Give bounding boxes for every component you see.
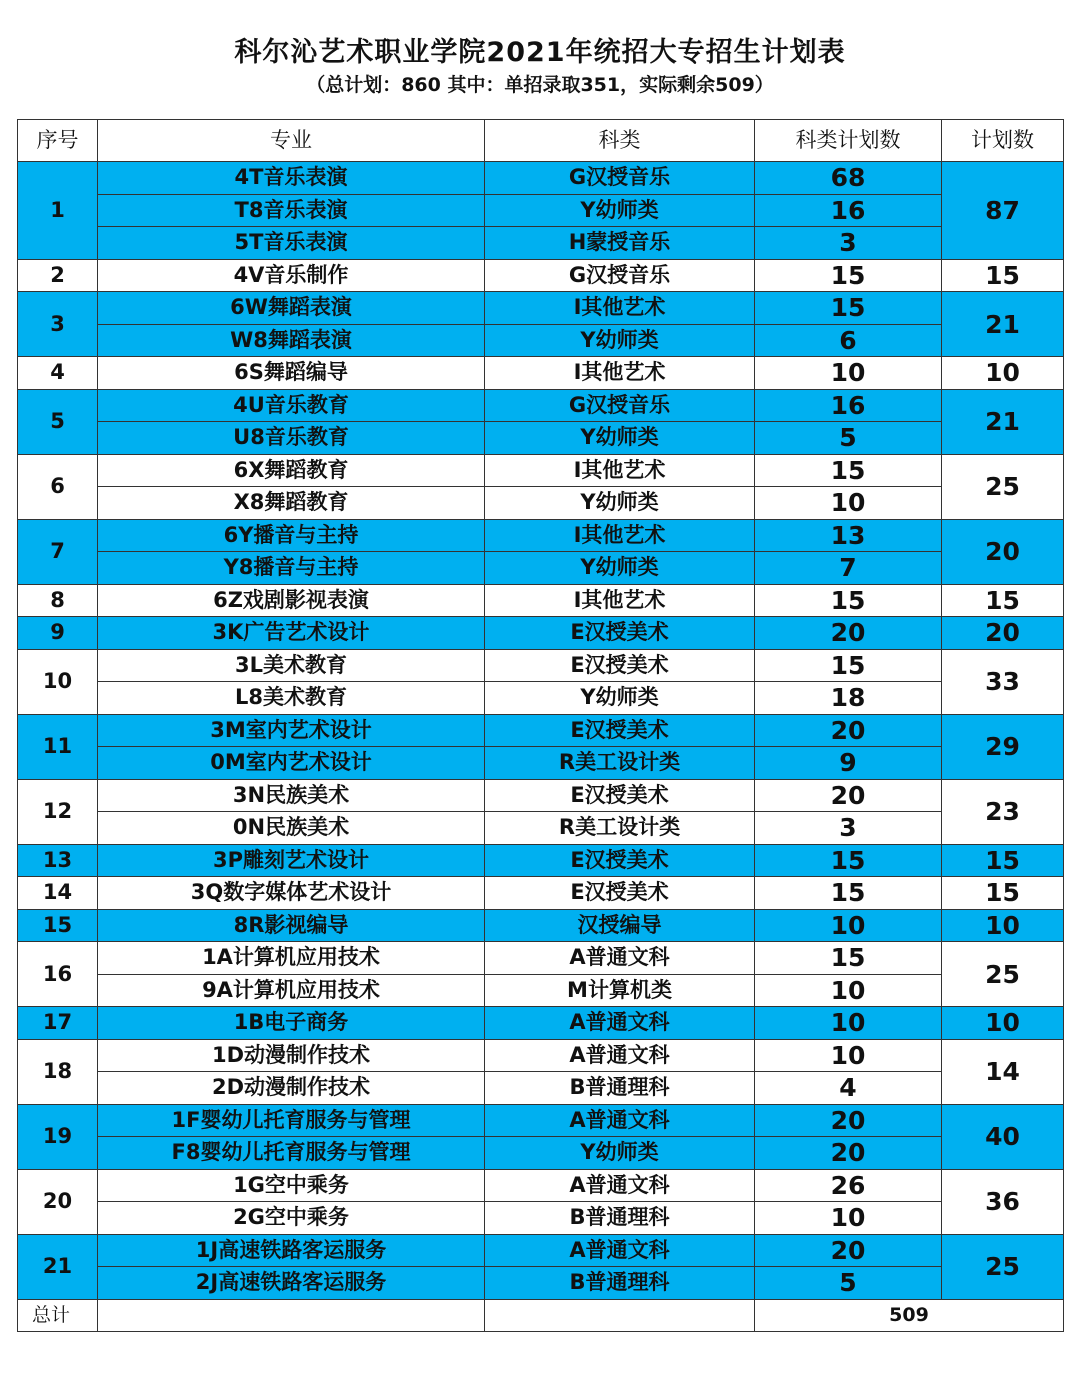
table-row bbox=[18, 714, 1064, 747]
category-cell: G汉授音乐 bbox=[485, 389, 755, 422]
seq-cell: 18 bbox=[18, 1039, 98, 1104]
category-cell: E汉授美术 bbox=[485, 714, 755, 747]
seq-cell: 12 bbox=[18, 779, 98, 844]
plan-count-cell: 14 bbox=[942, 1039, 1064, 1104]
plan-count-cell: 40 bbox=[942, 1104, 1064, 1169]
category-cell: R美工设计类 bbox=[485, 812, 755, 845]
category-count-cell: 15 bbox=[755, 649, 942, 682]
seq-cell: 8 bbox=[18, 584, 98, 617]
category-count-cell: 15 bbox=[755, 844, 942, 877]
page-subtitle: （总计划：860 其中：单招录取351，实际剩余509） bbox=[306, 74, 774, 96]
category-cell: G汉授音乐 bbox=[485, 162, 755, 195]
seq-cell: 10 bbox=[18, 649, 98, 714]
category-count-cell: 15 bbox=[755, 877, 942, 910]
major-cell: 6S舞蹈编导 bbox=[98, 357, 485, 390]
table-row bbox=[18, 227, 1064, 260]
table-row bbox=[18, 1267, 1064, 1300]
category-cell: I其他艺术 bbox=[485, 519, 755, 552]
header-plan-count: 计划数 bbox=[942, 120, 1064, 162]
category-cell: M计算机类 bbox=[485, 974, 755, 1007]
category-count-cell: 5 bbox=[755, 422, 942, 455]
major-cell: 6Y播音与主持 bbox=[98, 519, 485, 552]
category-count-cell: 10 bbox=[755, 1202, 942, 1235]
major-cell: 1F婴幼儿托育服务与管理 bbox=[98, 1104, 485, 1137]
table-row bbox=[18, 877, 1064, 910]
major-cell: 1B电子商务 bbox=[98, 1007, 485, 1040]
seq-cell: 6 bbox=[18, 454, 98, 519]
table-row bbox=[18, 1234, 1064, 1267]
category-count-cell: 68 bbox=[755, 162, 942, 195]
category-count-cell: 5 bbox=[755, 1267, 942, 1300]
category-count-cell: 20 bbox=[755, 1234, 942, 1267]
table-row bbox=[18, 649, 1064, 682]
table-row bbox=[18, 259, 1064, 292]
seq-cell: 15 bbox=[18, 909, 98, 942]
category-cell: Y幼师类 bbox=[485, 194, 755, 227]
category-cell: I其他艺术 bbox=[485, 584, 755, 617]
table-row bbox=[18, 324, 1064, 357]
plan-count-cell: 25 bbox=[942, 1234, 1064, 1299]
header-category: 科类 bbox=[485, 120, 755, 162]
total-row bbox=[18, 1299, 1064, 1331]
category-cell: A普通文科 bbox=[485, 1104, 755, 1137]
category-count-cell: 20 bbox=[755, 714, 942, 747]
header-major: 专业 bbox=[98, 120, 485, 162]
category-count-cell: 9 bbox=[755, 747, 942, 780]
seq-cell: 17 bbox=[18, 1007, 98, 1040]
total-label: 总计 bbox=[18, 1299, 98, 1331]
major-cell: 3L美术教育 bbox=[98, 649, 485, 682]
plan-count-cell: 21 bbox=[942, 389, 1064, 454]
major-cell: 8R影视编导 bbox=[98, 909, 485, 942]
major-cell: 1J高速铁路客运服务 bbox=[98, 1234, 485, 1267]
major-cell: 1D动漫制作技术 bbox=[98, 1039, 485, 1072]
major-cell: Y8播音与主持 bbox=[98, 552, 485, 585]
major-cell: 1A计算机应用技术 bbox=[98, 942, 485, 975]
table-row bbox=[18, 162, 1064, 195]
major-cell: 4T音乐表演 bbox=[98, 162, 485, 195]
category-cell: Y幼师类 bbox=[485, 1137, 755, 1170]
major-cell: 2G空中乘务 bbox=[98, 1202, 485, 1235]
category-cell: I其他艺术 bbox=[485, 292, 755, 325]
table-row bbox=[18, 1072, 1064, 1105]
table-row bbox=[18, 1137, 1064, 1170]
seq-cell: 1 bbox=[18, 162, 98, 260]
plan-count-cell: 15 bbox=[942, 584, 1064, 617]
category-count-cell: 15 bbox=[755, 454, 942, 487]
category-count-cell: 7 bbox=[755, 552, 942, 585]
header-seq: 序号 bbox=[18, 120, 98, 162]
major-cell: 3M室内艺术设计 bbox=[98, 714, 485, 747]
major-cell: 9A计算机应用技术 bbox=[98, 974, 485, 1007]
header-category-count: 科类计划数 bbox=[755, 120, 942, 162]
seq-cell: 20 bbox=[18, 1169, 98, 1234]
table-row bbox=[18, 682, 1064, 715]
table-row bbox=[18, 942, 1064, 975]
category-cell: Y幼师类 bbox=[485, 422, 755, 455]
category-count-cell: 10 bbox=[755, 909, 942, 942]
plan-count-cell: 25 bbox=[942, 454, 1064, 519]
seq-cell: 7 bbox=[18, 519, 98, 584]
category-cell: I其他艺术 bbox=[485, 454, 755, 487]
major-cell: 6W舞蹈表演 bbox=[98, 292, 485, 325]
major-cell: X8舞蹈教育 bbox=[98, 487, 485, 520]
major-cell: 3N民族美术 bbox=[98, 779, 485, 812]
plan-count-cell: 10 bbox=[942, 357, 1064, 390]
table-row bbox=[18, 812, 1064, 845]
category-cell: Y幼师类 bbox=[485, 682, 755, 715]
category-count-cell: 10 bbox=[755, 487, 942, 520]
table-row bbox=[18, 974, 1064, 1007]
category-cell: E汉授美术 bbox=[485, 844, 755, 877]
category-count-cell: 10 bbox=[755, 357, 942, 390]
plan-count-cell: 33 bbox=[942, 649, 1064, 714]
major-cell: U8音乐教育 bbox=[98, 422, 485, 455]
seq-cell: 13 bbox=[18, 844, 98, 877]
enrollment-plan-table bbox=[17, 119, 1064, 1332]
category-cell: E汉授美术 bbox=[485, 617, 755, 650]
category-count-cell: 15 bbox=[755, 584, 942, 617]
plan-count-cell: 36 bbox=[942, 1169, 1064, 1234]
category-count-cell: 13 bbox=[755, 519, 942, 552]
major-cell: 4U音乐教育 bbox=[98, 389, 485, 422]
category-cell: H蒙授音乐 bbox=[485, 227, 755, 260]
category-count-cell: 20 bbox=[755, 1137, 942, 1170]
table-row bbox=[18, 1104, 1064, 1137]
table-row bbox=[18, 454, 1064, 487]
category-count-cell: 15 bbox=[755, 259, 942, 292]
seq-cell: 21 bbox=[18, 1234, 98, 1299]
major-cell: 3Q数字媒体艺术设计 bbox=[98, 877, 485, 910]
table-body bbox=[18, 162, 1064, 1300]
category-count-cell: 20 bbox=[755, 779, 942, 812]
total-empty-category bbox=[485, 1299, 755, 1331]
category-count-cell: 20 bbox=[755, 1104, 942, 1137]
category-cell: E汉授美术 bbox=[485, 779, 755, 812]
major-cell: 3K广告艺术设计 bbox=[98, 617, 485, 650]
category-cell: Y幼师类 bbox=[485, 552, 755, 585]
table-row bbox=[18, 487, 1064, 520]
category-count-cell: 10 bbox=[755, 974, 942, 1007]
major-cell: 2J高速铁路客运服务 bbox=[98, 1267, 485, 1300]
table-row bbox=[18, 1202, 1064, 1235]
table-row bbox=[18, 1169, 1064, 1202]
category-count-cell: 3 bbox=[755, 812, 942, 845]
table-row bbox=[18, 747, 1064, 780]
table-row bbox=[18, 584, 1064, 617]
total-empty-major bbox=[98, 1299, 485, 1331]
plan-count-cell: 29 bbox=[942, 714, 1064, 779]
category-cell: E汉授美术 bbox=[485, 649, 755, 682]
plan-count-cell: 15 bbox=[942, 259, 1064, 292]
category-count-cell: 6 bbox=[755, 324, 942, 357]
seq-cell: 3 bbox=[18, 292, 98, 357]
table-header-row bbox=[18, 120, 1064, 162]
plan-count-cell: 15 bbox=[942, 844, 1064, 877]
table-row bbox=[18, 1039, 1064, 1072]
category-cell: B普通理科 bbox=[485, 1072, 755, 1105]
table-row bbox=[18, 357, 1064, 390]
category-cell: 汉授编导 bbox=[485, 909, 755, 942]
category-cell: A普通文科 bbox=[485, 1007, 755, 1040]
table-row bbox=[18, 552, 1064, 585]
major-cell: 3P雕刻艺术设计 bbox=[98, 844, 485, 877]
major-cell: 1G空中乘务 bbox=[98, 1169, 485, 1202]
seq-cell: 2 bbox=[18, 259, 98, 292]
seq-cell: 4 bbox=[18, 357, 98, 390]
major-cell: 6X舞蹈教育 bbox=[98, 454, 485, 487]
major-cell: L8美术教育 bbox=[98, 682, 485, 715]
category-cell: Y幼师类 bbox=[485, 324, 755, 357]
category-cell: A普通文科 bbox=[485, 1234, 755, 1267]
table-row bbox=[18, 194, 1064, 227]
seq-cell: 11 bbox=[18, 714, 98, 779]
category-count-cell: 10 bbox=[755, 1039, 942, 1072]
seq-cell: 9 bbox=[18, 617, 98, 650]
category-count-cell: 16 bbox=[755, 194, 942, 227]
category-cell: Y幼师类 bbox=[485, 487, 755, 520]
table-row bbox=[18, 844, 1064, 877]
category-cell: A普通文科 bbox=[485, 1039, 755, 1072]
major-cell: 4V音乐制作 bbox=[98, 259, 485, 292]
category-cell: R美工设计类 bbox=[485, 747, 755, 780]
category-cell: E汉授美术 bbox=[485, 877, 755, 910]
major-cell: 5T音乐表演 bbox=[98, 227, 485, 260]
major-cell: 0N民族美术 bbox=[98, 812, 485, 845]
category-cell: A普通文科 bbox=[485, 1169, 755, 1202]
seq-cell: 14 bbox=[18, 877, 98, 910]
plan-count-cell: 87 bbox=[942, 162, 1064, 260]
category-count-cell: 16 bbox=[755, 389, 942, 422]
table-row bbox=[18, 1007, 1064, 1040]
major-cell: 2D动漫制作技术 bbox=[98, 1072, 485, 1105]
category-cell: I其他艺术 bbox=[485, 357, 755, 390]
page-title: 科尔沁艺术职业学院2021年统招大专招生计划表 bbox=[234, 37, 846, 68]
category-count-cell: 15 bbox=[755, 292, 942, 325]
category-cell: G汉授音乐 bbox=[485, 259, 755, 292]
major-cell: F8婴幼儿托育服务与管理 bbox=[98, 1137, 485, 1170]
seq-cell: 19 bbox=[18, 1104, 98, 1169]
table-row bbox=[18, 617, 1064, 650]
seq-cell: 5 bbox=[18, 389, 98, 454]
table-row bbox=[18, 422, 1064, 455]
category-count-cell: 15 bbox=[755, 942, 942, 975]
seq-cell: 16 bbox=[18, 942, 98, 1007]
major-cell: 6Z戏剧影视表演 bbox=[98, 584, 485, 617]
category-count-cell: 4 bbox=[755, 1072, 942, 1105]
major-cell: 0M室内艺术设计 bbox=[98, 747, 485, 780]
category-cell: B普通理科 bbox=[485, 1267, 755, 1300]
category-count-cell: 26 bbox=[755, 1169, 942, 1202]
plan-count-cell: 10 bbox=[942, 1007, 1064, 1040]
major-cell: T8音乐表演 bbox=[98, 194, 485, 227]
category-count-cell: 20 bbox=[755, 617, 942, 650]
table-row bbox=[18, 389, 1064, 422]
plan-count-cell: 25 bbox=[942, 942, 1064, 1007]
plan-count-cell: 21 bbox=[942, 292, 1064, 357]
table-row bbox=[18, 779, 1064, 812]
category-count-cell: 18 bbox=[755, 682, 942, 715]
category-cell: A普通文科 bbox=[485, 942, 755, 975]
table-row bbox=[18, 292, 1064, 325]
category-count-cell: 10 bbox=[755, 1007, 942, 1040]
major-cell: W8舞蹈表演 bbox=[98, 324, 485, 357]
plan-count-cell: 20 bbox=[942, 617, 1064, 650]
category-count-cell: 3 bbox=[755, 227, 942, 260]
total-value: 509 bbox=[755, 1299, 1064, 1331]
plan-count-cell: 23 bbox=[942, 779, 1064, 844]
plan-count-cell: 10 bbox=[942, 909, 1064, 942]
table-row bbox=[18, 909, 1064, 942]
plan-count-cell: 20 bbox=[942, 519, 1064, 584]
table-row bbox=[18, 519, 1064, 552]
category-cell: B普通理科 bbox=[485, 1202, 755, 1235]
plan-count-cell: 15 bbox=[942, 877, 1064, 910]
